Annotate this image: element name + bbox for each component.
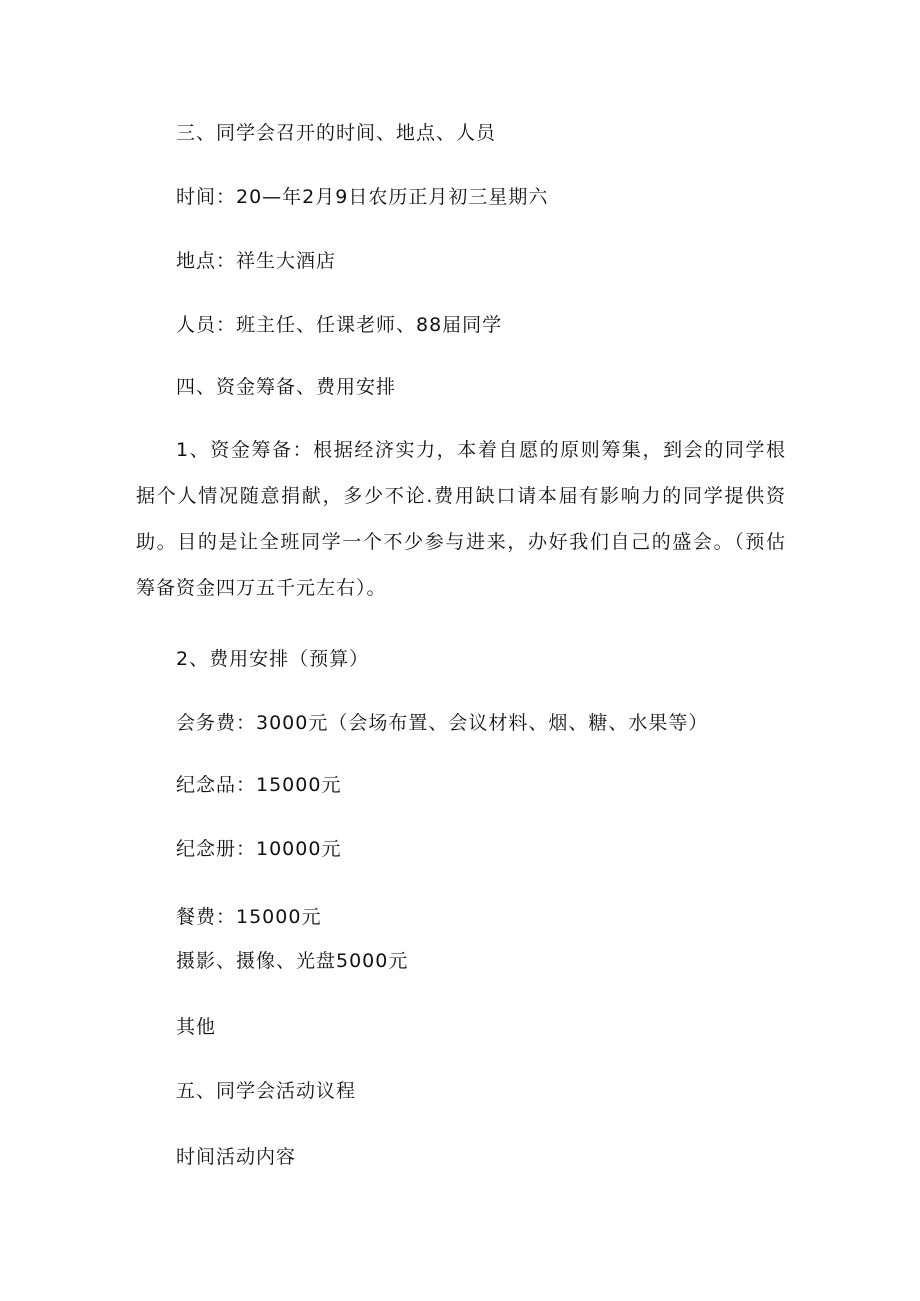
conference-fee-line: 会务费：3000元（会场布置、会议材料、烟、糖、水果等） [176,712,709,734]
section-heading-3: 三、同学会召开的时间、地点、人员 [176,122,497,144]
souvenir-line: 纪念品：15000元 [176,774,342,796]
album-line: 纪念册：10000元 [176,838,342,860]
funding-paragraph: 1、资金筹备：根据经济实力，本着自愿的原则筹集，到会的同学根据个人情况随意捐献，多少不论.费用缺口请本届有影响力的同学提供资助。目的是让全班同学一个不少参与进来，办好我们自己的盛会。（预估筹备资金四万五千元左右）。 [136,439,786,599]
location-line: 地点：祥生大酒店 [176,250,337,272]
section-heading-4: 四、资金筹备、费用安排 [176,376,397,398]
budget-heading: 2、费用安排（预算） [176,648,370,670]
agenda-table-header: 时间活动内容 [176,1146,297,1168]
other-line: 其他 [176,1016,217,1038]
time-line: 时间：20—年2月9日农历正月初三星期六 [176,186,549,208]
meal-fee-line: 餐费：15000元 [176,906,322,928]
attendees-line: 人员：班主任、任课老师、88届同学 [176,314,503,336]
section-heading-5: 五、同学会活动议程 [176,1080,357,1102]
photography-line: 摄影、摄像、光盘5000元 [176,950,409,972]
